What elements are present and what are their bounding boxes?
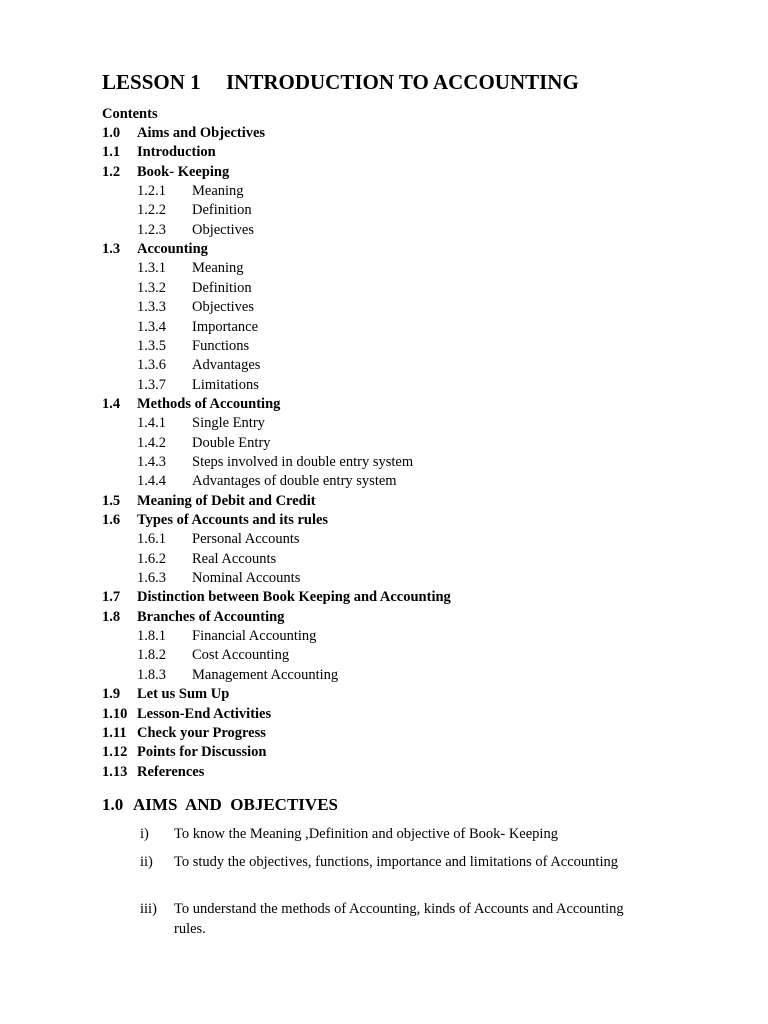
toc-entry-number: 1.3.2 [137, 279, 166, 296]
contents-heading: Contents [102, 106, 158, 122]
toc-entry-number: 1.8.2 [137, 647, 166, 664]
toc-entry-text: Importance [192, 318, 259, 335]
toc-section-entry [102, 608, 284, 627]
toc-entry-number: 1.4.4 [137, 473, 166, 490]
toc-entry-text: Steps involved in double entry system [192, 453, 414, 470]
toc-section-entry [102, 705, 271, 724]
toc-entry-number: 1.3.4 [137, 318, 166, 335]
toc-entry-text: Real Accounts [192, 550, 277, 567]
toc-entry-text: Lesson-End Activities [137, 705, 272, 722]
toc-entry-number: 1.5 [102, 492, 121, 509]
toc-entry-text: Advantages of double entry system [192, 473, 397, 490]
toc-entry-text: Branches of Accounting [137, 608, 285, 625]
toc-subsection-entry [137, 472, 397, 491]
toc-entry-text: Cost Accounting [192, 647, 290, 664]
toc-subsection-entry [137, 201, 252, 220]
toc-entry-text: Advantages [192, 357, 261, 374]
toc-entry-text: Check your Progress [137, 724, 266, 741]
toc-subsection-entry [137, 356, 260, 375]
toc-entry-number: 1.8 [102, 608, 121, 625]
toc-entry-text: Double Entry [192, 434, 271, 451]
toc-section-entry [102, 685, 229, 704]
toc-entry-text: Limitations [192, 376, 259, 393]
aim-marker: ii) [140, 854, 153, 870]
aim-text: To know the Meaning ,Definition and objective of Book- Keeping [174, 826, 558, 842]
toc-entry-text: Personal Accounts [192, 531, 300, 548]
toc-entry-number: 1.3.1 [137, 260, 166, 277]
toc-entry-text: Functions [192, 337, 250, 354]
toc-subsection-entry [137, 279, 252, 298]
toc-subsection-entry [137, 221, 254, 240]
toc-subsection-entry [137, 646, 289, 665]
toc-entry-text: Single Entry [192, 415, 265, 432]
toc-entry-text: References [137, 763, 205, 780]
toc-entry-text: Objectives [192, 221, 255, 238]
toc-entry-number: 1.2.2 [137, 202, 166, 219]
toc-entry-text: Definition [192, 279, 252, 296]
toc-entry-number: 1.3.3 [137, 299, 166, 316]
aim-text: To study the objectives, functions, importance and limitations of Accounting [174, 854, 618, 870]
toc-subsection-entry [137, 666, 338, 685]
aim-marker: iii) [140, 901, 157, 917]
toc-section-entry [102, 511, 328, 530]
toc-subsection-entry [137, 318, 258, 337]
toc-entry-number: 1.4.1 [137, 415, 166, 432]
toc-entry-number: 1.12 [102, 744, 128, 761]
toc-entry-number: 1.3.6 [137, 357, 166, 374]
lesson-title [102, 70, 579, 95]
toc-subsection-entry [137, 376, 259, 395]
toc-entry-text: Book- Keeping [137, 163, 230, 180]
toc-entry-number: 1.2 [102, 163, 121, 180]
toc-section-entry [102, 143, 216, 162]
toc-subsection-entry [137, 453, 413, 472]
toc-entry-text: Distinction between Book Keeping and Accounting [137, 589, 451, 606]
toc-section-entry [102, 743, 266, 762]
toc-entry-text: Financial Accounting [192, 628, 317, 645]
toc-entry-text: Methods of Accounting [137, 395, 281, 412]
toc-entry-text: Types of Accounts and its rules [137, 512, 329, 528]
section-heading-aims [102, 795, 338, 815]
toc-entry-number: 1.4.3 [137, 453, 166, 470]
toc-entry-number: 1.3.7 [137, 376, 166, 393]
toc-entry-number: 1.2.3 [137, 221, 166, 238]
toc-entry-text: Points for Discussion [137, 744, 267, 761]
toc-entry-number: 1.6.3 [137, 570, 166, 587]
toc-entry-text: Let us Sum Up [137, 686, 230, 703]
toc-entry-text: Objectives [192, 299, 255, 316]
toc-subsection-entry [137, 298, 254, 317]
toc-entry-text: Accounting [137, 241, 208, 258]
toc-entry-number: 1.4 [102, 395, 121, 412]
toc-entry-text: Meaning [192, 260, 244, 277]
aim-text: To understand the methods of Accounting, kinds of Accounts and Accounting rules. [174, 901, 624, 937]
toc-entry-number: 1.13 [102, 763, 128, 780]
toc-entry-number: 1.0 [102, 125, 121, 141]
toc-subsection-entry [137, 434, 271, 453]
toc-section-entry [102, 588, 451, 607]
toc-subsection-entry [137, 414, 265, 433]
toc-entry-number: 1.3 [102, 241, 121, 258]
toc-entry-text: Aims and Objectives [137, 125, 266, 141]
toc-section-entry [102, 163, 229, 182]
toc-entry-number: 1.10 [102, 705, 128, 722]
toc-entry-number: 1.6.2 [137, 550, 166, 567]
toc-subsection-entry [137, 550, 276, 569]
toc-section-entry [102, 124, 265, 143]
section-title: AIMS AND OBJECTIVES [133, 795, 338, 814]
toc-subsection-entry [137, 259, 244, 278]
toc-entry-number: 1.7 [102, 589, 121, 606]
toc-entry-number: 1.2.1 [137, 183, 166, 200]
toc-entry-text: Nominal Accounts [192, 570, 301, 587]
toc-section-entry [102, 763, 204, 782]
toc-section-entry [102, 395, 280, 414]
lesson-title-text: INTRODUCTION TO ACCOUNTING [226, 70, 579, 94]
toc-subsection-entry [137, 182, 244, 201]
toc-entry-text: Introduction [137, 144, 216, 161]
toc-entry-number: 1.4.2 [137, 434, 166, 451]
toc-entry-text: Meaning [192, 183, 244, 200]
toc-entry-text: Management Accounting [192, 666, 339, 683]
toc-entry-number: 1.9 [102, 686, 121, 703]
toc-section-entry [102, 240, 208, 259]
toc-section-entry [102, 492, 316, 511]
toc-entry-text: Meaning of Debit and Credit [137, 492, 316, 509]
aim-marker: i) [140, 826, 149, 842]
toc-subsection-entry [137, 627, 316, 646]
toc-entry-text: Definition [192, 202, 252, 219]
toc-subsection-entry [137, 337, 249, 356]
toc-entry-number: 1.8.3 [137, 666, 166, 683]
toc-subsection-entry [137, 569, 300, 588]
toc-entry-number: 1.6 [102, 512, 121, 528]
toc-entry-number: 1.8.1 [137, 628, 166, 645]
toc-entry-number: 1.3.5 [137, 337, 166, 354]
toc-section-entry [102, 724, 266, 743]
toc-entry-number: 1.1 [102, 144, 121, 161]
toc-subsection-entry [137, 530, 300, 549]
toc-entry-number: 1.11 [102, 724, 127, 741]
section-number: 1.0 [102, 795, 124, 814]
toc-entry-number: 1.6.1 [137, 531, 166, 548]
lesson-number: LESSON 1 [102, 70, 201, 94]
